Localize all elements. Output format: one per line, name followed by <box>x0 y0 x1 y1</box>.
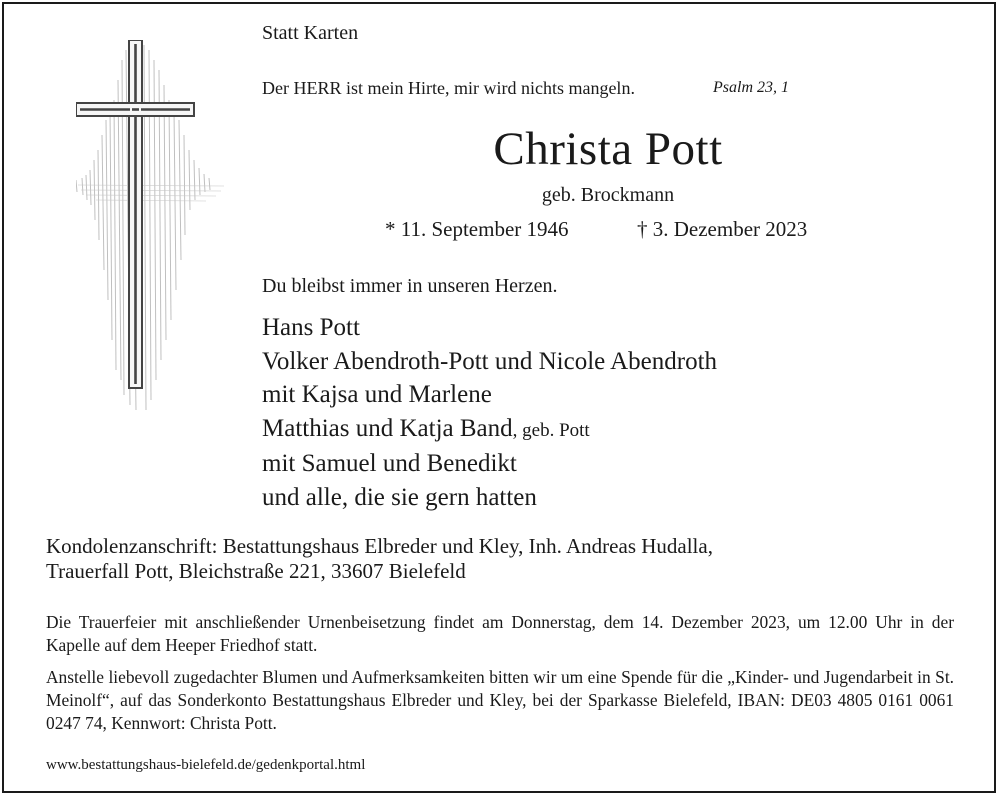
cross-icon <box>76 40 226 420</box>
mourner-line: Hans Pott <box>262 314 360 341</box>
mourner-line <box>262 412 717 448</box>
statt-karten-label: Statt Karten <box>262 22 359 44</box>
condolence-address-line1: Kondolenzanschrift: Bestattungshaus Elbreder und Kley, Inh. Andreas Hudalla, <box>46 534 713 558</box>
mourner-line: mit Samuel und Benedikt <box>262 450 517 477</box>
death-date: † 3. Dezember 2023 <box>637 217 808 241</box>
condolence-address-line2: Trauerfall Pott, Bleichstraße 221, 33607 Bielefeld <box>46 559 466 583</box>
funeral-info: Die Trauerfeier mit anschließender Urnenbeisetzung findet am Donnerstag, dem 14. Dezember 2023, um 12.00 Uhr in der Kapelle auf dem Heeper Friedhof statt. <box>46 612 954 655</box>
bible-verse: Der HERR ist mein Hirte, mir wird nichts mangeln. <box>262 78 635 98</box>
verse-reference: Psalm 23, 1 <box>713 79 789 96</box>
maiden-name: geb. Brockmann <box>541 184 675 206</box>
mourners-list <box>262 311 717 514</box>
mourner-line: mit Kajsa und Marlene <box>262 381 492 408</box>
birth-date: * 11. September 1946 <box>385 217 569 241</box>
mourner-line: und alle, die sie gern hatten <box>262 483 537 511</box>
deceased-name: Christa Pott <box>493 123 723 175</box>
mourner-name: Matthias und Katja Band <box>262 414 513 442</box>
remembrance-line: Du bleibst immer in unseren Herzen. <box>262 275 558 297</box>
mourner-maiden-suffix: , geb. Pott <box>512 419 590 441</box>
mourner-line: Volker Abendroth-Pott und Nicole Abendroth <box>262 347 718 375</box>
memorial-portal-link[interactable]: www.bestattungshaus-bielefeld.de/gedenkportal.html <box>46 757 366 773</box>
donation-info: Anstelle liebevoll zugedachter Blumen und Aufmerksamkeiten bitten wir um eine Spende für die „Kinder- und Jugendarbeit in St. Meinolf“, auf das Sonderkonto Bestattungshaus Elbreder und Kley, bei der Sparkasse Bielefeld, IBAN: DE03 4805 0161 0061 0247 74, Kennwort: Christa Pott. <box>46 667 954 733</box>
